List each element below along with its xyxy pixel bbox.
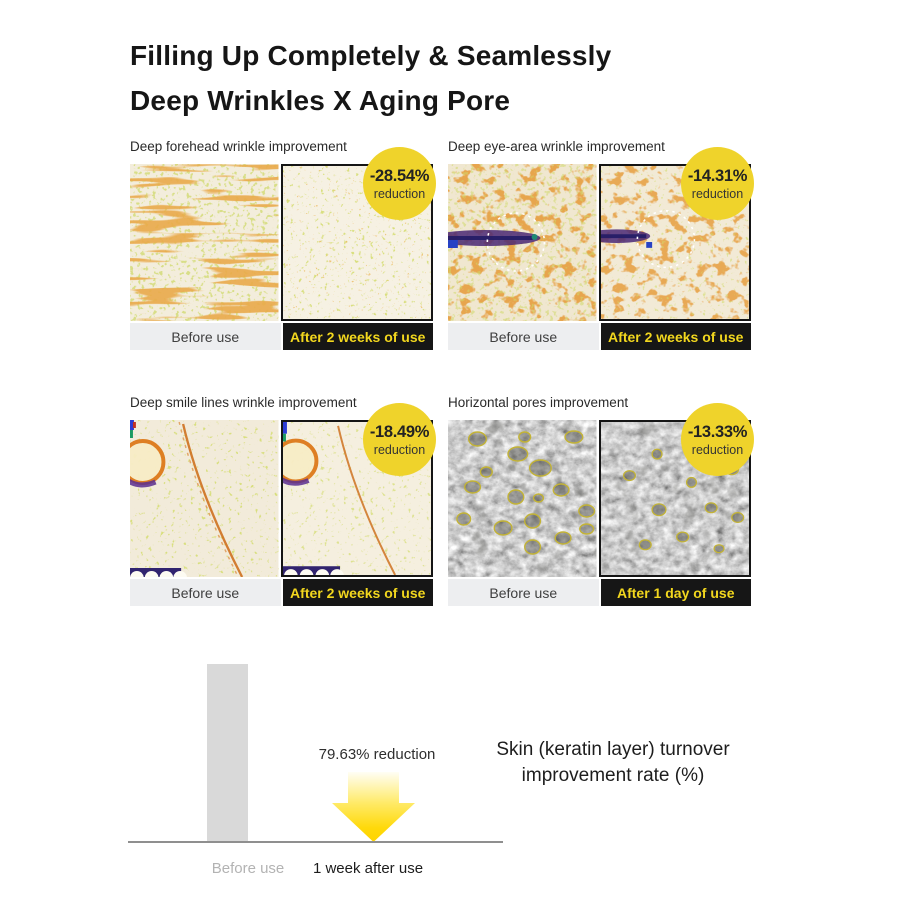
reduction-annotation: 79.63% reduction bbox=[318, 746, 436, 763]
eye-area-after-label: After 2 weeks of use bbox=[601, 323, 752, 350]
pores-before-label: Before use bbox=[448, 579, 599, 606]
panel-forehead bbox=[130, 139, 433, 350]
page-title-line1: Filling Up Completely & Seamlessly bbox=[130, 40, 612, 71]
panel-pores bbox=[448, 395, 751, 606]
smile-lines-after-label: After 2 weeks of use bbox=[283, 579, 434, 606]
page-title-line2: Deep Wrinkles X Aging Pore bbox=[130, 85, 511, 116]
smile-lines-before-label: Before use bbox=[130, 579, 281, 606]
panel-smile-lines-title: Deep smile lines wrinkle improvement bbox=[130, 395, 357, 410]
badge-value: -14.31% bbox=[687, 166, 748, 185]
chart-title-line1: Skin (keratin layer) turnover bbox=[496, 739, 730, 760]
pores-labels bbox=[448, 579, 751, 606]
pores-before-texture bbox=[448, 420, 597, 577]
before-use-bar bbox=[207, 664, 248, 842]
forehead-before-image bbox=[130, 164, 279, 321]
pores-reduction-badge bbox=[681, 403, 754, 476]
badge-value: -18.49% bbox=[369, 422, 430, 441]
panel-pores-title: Horizontal pores improvement bbox=[448, 395, 629, 410]
smile-lines-before-image bbox=[130, 420, 279, 577]
forehead-labels bbox=[130, 323, 433, 350]
badge-caption: reduction bbox=[691, 442, 744, 457]
forehead-reduction-badge bbox=[363, 147, 436, 220]
reduction-arrow-icon bbox=[332, 772, 415, 842]
pores-after-label: After 1 day of use bbox=[601, 579, 752, 606]
eye-area-before-label: Before use bbox=[448, 323, 599, 350]
smile-lines-reduction-badge bbox=[363, 403, 436, 476]
eye-area-before-texture bbox=[448, 164, 597, 321]
panel-eye-area bbox=[448, 139, 751, 350]
badge-value: -13.33% bbox=[687, 422, 748, 441]
badge-caption: reduction bbox=[373, 186, 426, 201]
panel-forehead-title: Deep forehead wrinkle improvement bbox=[130, 139, 347, 154]
eye-area-before-image bbox=[448, 164, 597, 321]
x-axis-line bbox=[128, 841, 503, 843]
badge-caption: reduction bbox=[691, 186, 744, 201]
panel-smile-lines bbox=[130, 395, 433, 606]
forehead-before-label: Before use bbox=[130, 323, 281, 350]
axis-label-before-use: Before use bbox=[211, 860, 285, 877]
badge-caption: reduction bbox=[373, 442, 426, 457]
panel-eye-area-title: Deep eye-area wrinkle improvement bbox=[448, 139, 665, 154]
eye-area-labels bbox=[448, 323, 751, 350]
page-title bbox=[130, 33, 611, 123]
axis-label-after-use: 1 week after use bbox=[312, 860, 424, 877]
smile-lines-labels bbox=[130, 579, 433, 606]
forehead-before-texture bbox=[130, 164, 279, 321]
chart-title-line2: improvement rate (%) bbox=[521, 765, 705, 786]
forehead-after-label: After 2 weeks of use bbox=[283, 323, 434, 350]
eye-area-reduction-badge bbox=[681, 147, 754, 220]
smile-lines-before-texture bbox=[130, 420, 279, 577]
chart-title bbox=[468, 737, 758, 789]
badge-value: -28.54% bbox=[369, 166, 430, 185]
pores-before-image bbox=[448, 420, 597, 577]
